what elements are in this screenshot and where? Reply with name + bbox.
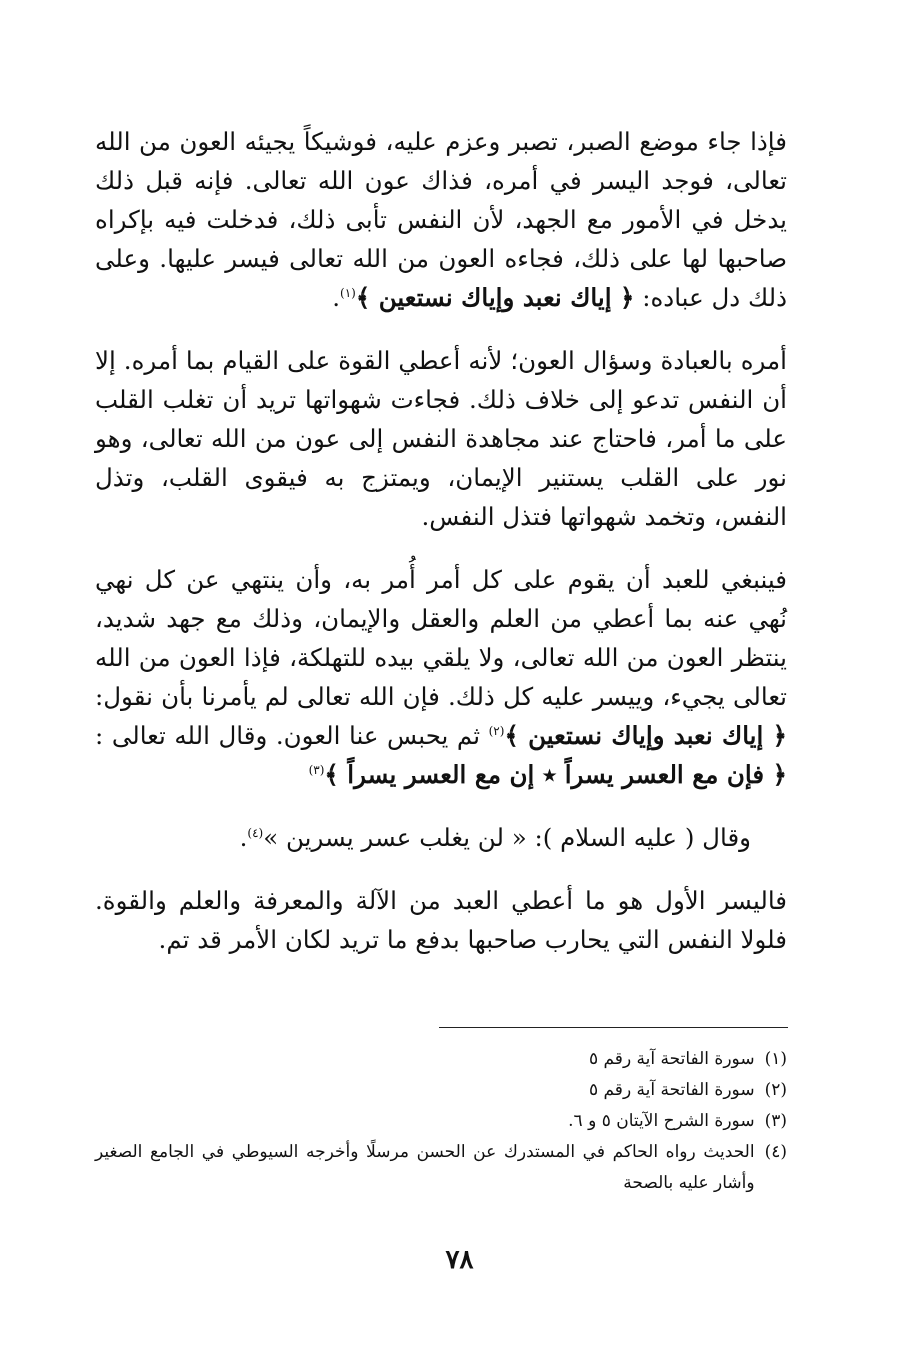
paragraph-5 bbox=[95, 881, 787, 959]
footnote-text: سورة الشرح الآيتان ٥ و ٦. bbox=[568, 1111, 755, 1131]
paragraph-3-text: فينبغي للعبد أن يقوم على كل أمر أُمر به، وأن ينتهي عن كل نهي نُهي عنه بما أعطي من العلم والعقل والإيمان، وذلك مع جهد شديد، ينتظر العون من الله تعالى، ولا يلقي بيده للتهلكة، فإذا العون من الله تعالى يجيء، وييسر عليه كل ذلك. فإن الله تعالى لم يأمرنا بأن نقول: bbox=[95, 565, 788, 711]
quran-quote: ﴿ فإن مع العسر يسراً ٭ إن مع العسر يسراً ﴾ bbox=[324, 760, 787, 789]
hadith-quote: وقال ( عليه السلام ): « لن يغلب عسر يسرين » bbox=[263, 823, 751, 852]
footnote-item bbox=[95, 1137, 787, 1199]
footnote-number: (٤) bbox=[764, 1142, 787, 1162]
paragraph-1-text: فإذا جاء موضع الصبر، تصبر وعزم عليه، فوشيكاً يجيئه العون من الله تعالى، فوجد اليسر في أمره، فذاك عون الله تعالى. فإنه قبل ذلك يدخل في الأمور مع الجهد، لأن النفس تأبى ذلك، فدخلت فيه بإكراه صاحبها لها على ذلك، فجاءه العون من الله تعالى فيسر عليها. وعلى ذلك دل عباده: bbox=[95, 127, 787, 312]
footnote-text: الحديث رواه الحاكم في المستدرك عن الحسن مرسلًا وأخرجه السيوطي في الجامع الصغير وأشار عليه بالصحة bbox=[95, 1142, 755, 1193]
footnote-item bbox=[95, 1044, 787, 1075]
footnote-ref[interactable]: (٤) bbox=[247, 825, 264, 840]
quran-quote: ﴿ إياك نعبد وإياك نستعين ﴾ bbox=[504, 721, 787, 750]
paragraph-5-text: فاليسر الأول هو ما أعطي العبد من الآلة والمعرفة والعلم والقوة. فلولا النفس التي يحارب صاحبها بدفع ما تريد لكان الأمر قد تم. bbox=[95, 886, 787, 954]
paragraph-4-end: . bbox=[239, 823, 248, 852]
paragraph-3-middle: ثم يحبس عنا العون. وقال الله تعالى : bbox=[95, 721, 489, 750]
footnote-ref[interactable]: (٣) bbox=[308, 762, 325, 777]
paragraph-4 bbox=[95, 818, 787, 857]
page-number: ٧٨ bbox=[445, 1245, 474, 1275]
footnote-text: سورة الفاتحة آية رقم ٥ bbox=[588, 1049, 755, 1069]
main-text bbox=[95, 122, 787, 959]
paragraph-1-end: . bbox=[332, 283, 340, 312]
footnote-number: (١) bbox=[764, 1049, 787, 1069]
paragraph-1 bbox=[95, 122, 787, 317]
footnotes bbox=[95, 1044, 787, 1199]
paragraph-2 bbox=[95, 341, 787, 536]
footnote-number: (٢) bbox=[764, 1080, 787, 1100]
paragraph-3 bbox=[95, 560, 787, 794]
footnote-number: (٣) bbox=[764, 1111, 787, 1131]
footnote-divider bbox=[439, 1027, 788, 1028]
footnote-ref[interactable]: (٢) bbox=[488, 723, 505, 738]
footnote-text: سورة الفاتحة آية رقم ٥ bbox=[588, 1080, 755, 1100]
footnote-ref[interactable]: (١) bbox=[340, 285, 356, 300]
quran-quote: ﴿ إياك نعبد وإياك نستعين ﴾ bbox=[355, 283, 635, 312]
footnote-item bbox=[95, 1106, 787, 1137]
footnote-item bbox=[95, 1075, 787, 1106]
paragraph-2-text: أمره بالعبادة وسؤال العون؛ لأنه أعطي القوة على القيام بما أمره. إلا أن النفس تدعو إلى خلاف ذلك. فجاءت شهواتها تريد أن تغلب القلب على ما أمر، فاحتاج عند مجاهدة النفس إلى عون من الله تعالى، وهو نور على القلب يستنير الإيمان، ويمتزج به فيقوى القلب، وتذل النفس، وتخمد شهواتها فتذل النفس. bbox=[95, 346, 787, 531]
